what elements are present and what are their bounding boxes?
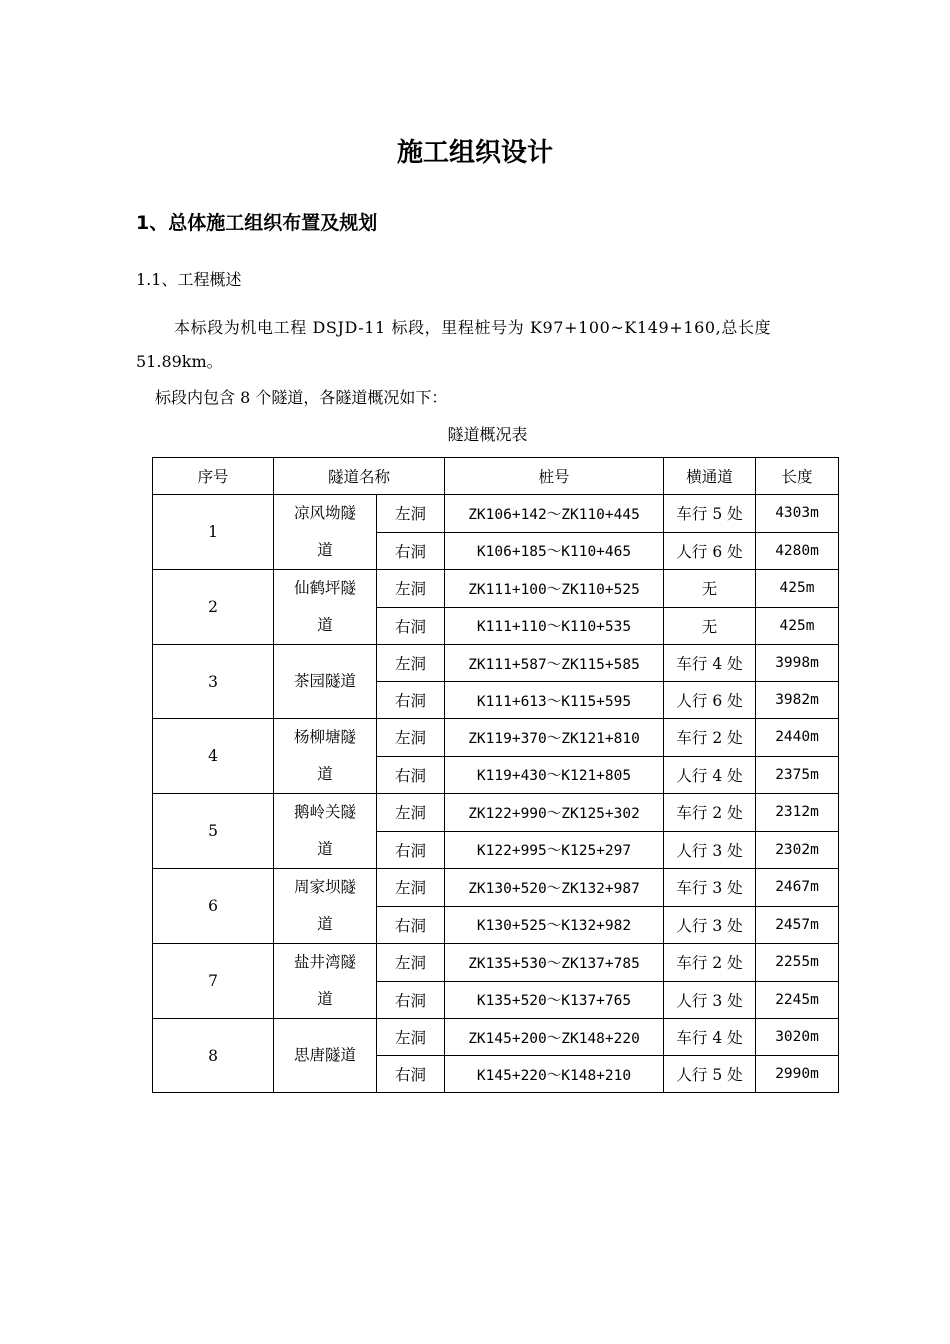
tunnel-name-line: 盐井湾隧 — [293, 953, 356, 971]
tunnel-name-line: 道 — [317, 616, 333, 634]
header-no: 序号 — [153, 458, 274, 495]
cell-bore-side: 右洞 — [377, 756, 445, 794]
cell-bore-side: 左洞 — [377, 794, 445, 832]
cell-station: K145+220～K148+210 — [445, 1056, 664, 1093]
cell-length: 2990m — [756, 1056, 839, 1093]
tunnel-name-line: 茶园隧道 — [293, 672, 356, 690]
cell-cross-passage: 车行 4 处 — [664, 1019, 756, 1056]
tunnel-name-line: 仙鹤坪隧 — [293, 579, 356, 597]
cell-cross-passage: 人行 4 处 — [664, 756, 756, 794]
cell-cross-passage: 人行 6 处 — [664, 682, 756, 719]
cell-station: ZK135+530～ZK137+785 — [445, 944, 664, 982]
header-length: 长度 — [756, 458, 839, 495]
table-row — [153, 869, 839, 907]
cell-no: 7 — [153, 944, 274, 1019]
cell-bore-side: 左洞 — [377, 570, 445, 608]
overview-line-1: 本标段为机电工程 DSJD-11 标段，里程桩号为 K97+100~K149+160,总长度 — [174, 318, 772, 337]
table-row — [153, 794, 839, 832]
cell-length: 2312m — [756, 794, 839, 832]
cell-tunnel-name — [274, 645, 377, 719]
cell-station: ZK130+520～ZK132+987 — [445, 869, 664, 907]
cell-station: K111+110～K110+535 — [445, 607, 664, 645]
subsection-heading: 1.1、工程概述 — [136, 270, 242, 289]
cell-length: 3998m — [756, 645, 839, 682]
tunnel-name-line: 道 — [317, 840, 333, 858]
cell-station: K119+430～K121+805 — [445, 756, 664, 794]
tunnel-name-line: 鹅岭关隧 — [293, 803, 356, 821]
cell-tunnel-name — [274, 570, 377, 645]
cell-cross-passage: 人行 3 处 — [664, 981, 756, 1019]
table-row — [153, 495, 839, 533]
cell-cross-passage: 车行 2 处 — [664, 944, 756, 982]
cell-length: 2245m — [756, 981, 839, 1019]
cell-station: ZK111+100～ZK110+525 — [445, 570, 664, 608]
tunnel-name-line: 道 — [317, 765, 333, 783]
cell-length: 2375m — [756, 756, 839, 794]
tunnel-name-line: 道 — [317, 915, 333, 933]
cell-no: 2 — [153, 570, 274, 645]
table-row — [153, 1019, 839, 1056]
table-caption: 隧道概况表 — [447, 425, 528, 444]
cell-station: K106+185～K110+465 — [445, 532, 664, 570]
cell-bore-side: 右洞 — [377, 532, 445, 570]
cell-no: 4 — [153, 719, 274, 794]
cell-length: 3982m — [756, 682, 839, 719]
tunnel-name-line: 周家坝隧 — [293, 878, 356, 896]
cell-bore-side: 右洞 — [377, 831, 445, 869]
cell-length: 3020m — [756, 1019, 839, 1056]
cell-station: ZK122+990～ZK125+302 — [445, 794, 664, 832]
tunnel-name-line: 思唐隧道 — [293, 1046, 356, 1064]
tunnel-name-line: 道 — [317, 541, 333, 559]
cell-no: 8 — [153, 1019, 274, 1093]
cell-length: 2255m — [756, 944, 839, 982]
cell-station: ZK106+142～ZK110+445 — [445, 495, 664, 533]
cell-cross-passage: 车行 2 处 — [664, 794, 756, 832]
table-row — [153, 570, 839, 608]
cell-bore-side: 左洞 — [377, 944, 445, 982]
header-name: 隧道名称 — [274, 458, 445, 495]
header-cross-passage: 横通道 — [664, 458, 756, 495]
cell-length: 425m — [756, 607, 839, 645]
tunnel-name-line: 凉风坳隧 — [293, 504, 356, 522]
cell-tunnel-name — [274, 794, 377, 869]
cell-length: 4303m — [756, 495, 839, 533]
cell-cross-passage: 人行 5 处 — [664, 1056, 756, 1093]
cell-length: 2467m — [756, 869, 839, 907]
cell-station: K122+995～K125+297 — [445, 831, 664, 869]
cell-station: K130+525～K132+982 — [445, 906, 664, 944]
cell-bore-side: 右洞 — [377, 607, 445, 645]
cell-bore-side: 左洞 — [377, 645, 445, 682]
cell-cross-passage: 人行 3 处 — [664, 906, 756, 944]
cell-tunnel-name — [274, 495, 377, 570]
cell-tunnel-name — [274, 719, 377, 794]
cell-bore-side: 右洞 — [377, 682, 445, 719]
cell-no: 1 — [153, 495, 274, 570]
cell-no: 6 — [153, 869, 274, 944]
cell-cross-passage: 人行 3 处 — [664, 831, 756, 869]
table-row — [153, 944, 839, 982]
cell-cross-passage: 人行 6 处 — [664, 532, 756, 570]
cell-length: 2457m — [756, 906, 839, 944]
cell-length: 425m — [756, 570, 839, 608]
tunnel-intro-paragraph: 标段内包含 8 个隧道，各隧道概况如下： — [155, 388, 448, 407]
cell-no: 5 — [153, 794, 274, 869]
table-row — [153, 645, 839, 682]
cell-station: ZK119+370～ZK121+810 — [445, 719, 664, 757]
tunnel-name-line: 杨柳塘隧 — [293, 728, 356, 746]
overview-line-2: 51.89km。 — [136, 352, 223, 371]
cell-cross-passage: 车行 2 处 — [664, 719, 756, 757]
cell-bore-side: 左洞 — [377, 719, 445, 757]
cell-no: 3 — [153, 645, 274, 719]
cell-bore-side: 左洞 — [377, 495, 445, 533]
cell-tunnel-name — [274, 944, 377, 1019]
table-header-row — [153, 458, 839, 495]
cell-station: K135+520～K137+765 — [445, 981, 664, 1019]
cell-cross-passage: 车行 3 处 — [664, 869, 756, 907]
overview-paragraph — [136, 311, 838, 379]
cell-bore-side: 右洞 — [377, 981, 445, 1019]
cell-length: 4280m — [756, 532, 839, 570]
cell-bore-side: 左洞 — [377, 1019, 445, 1056]
cell-bore-side: 右洞 — [377, 906, 445, 944]
cell-cross-passage: 车行 4 处 — [664, 645, 756, 682]
tunnel-overview-table — [152, 457, 839, 1093]
cell-station: K111+613～K115+595 — [445, 682, 664, 719]
cell-length: 2440m — [756, 719, 839, 757]
cell-bore-side: 左洞 — [377, 869, 445, 907]
table-body — [153, 495, 839, 1093]
section-heading: 1、总体施工组织布置及规划 — [136, 212, 378, 234]
cell-station: ZK111+587～ZK115+585 — [445, 645, 664, 682]
cell-cross-passage: 无 — [664, 607, 756, 645]
header-station: 桩号 — [445, 458, 664, 495]
cell-station: ZK145+200～ZK148+220 — [445, 1019, 664, 1056]
cell-cross-passage: 无 — [664, 570, 756, 608]
cell-bore-side: 右洞 — [377, 1056, 445, 1093]
cell-length: 2302m — [756, 831, 839, 869]
cell-cross-passage: 车行 5 处 — [664, 495, 756, 533]
tunnel-name-line: 道 — [317, 990, 333, 1008]
table-row — [153, 719, 839, 757]
cell-tunnel-name — [274, 869, 377, 944]
document-title: 施工组织设计 — [396, 138, 553, 168]
cell-tunnel-name — [274, 1019, 377, 1093]
